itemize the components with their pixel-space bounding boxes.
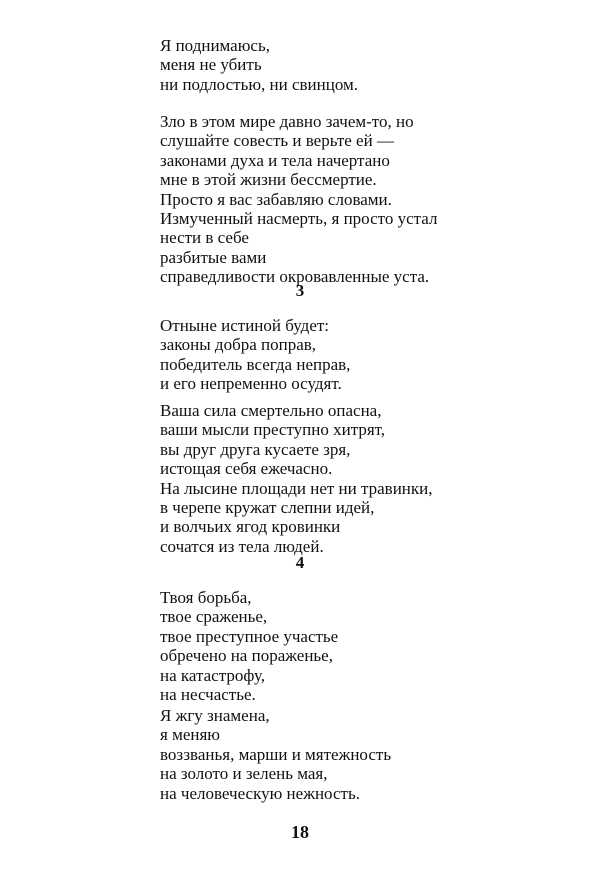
verse-line: меня не убить <box>160 55 262 75</box>
verse-line: законы добра поправ, <box>160 335 317 355</box>
verse-line: нести в себе <box>160 228 249 248</box>
verse-line: вы друг друга кусаете зря, <box>160 439 351 459</box>
verse-line: Зло в этом мире давно зачем-то, но <box>160 112 414 131</box>
page-number: 18 <box>291 822 309 842</box>
verse-line: в черепе кружат слепни идей, <box>160 498 375 518</box>
verse-line: Отныне истиной будет: <box>160 316 330 335</box>
verse-line: ваши мысли преступно хитрят, <box>160 420 386 440</box>
verse-line: истощая себя ежечасно. <box>160 459 333 479</box>
verse-line: Я поднимаюсь, <box>160 36 270 55</box>
verse-line: справедливости окровавленные уста. <box>160 267 430 287</box>
verse-line: и его непременно осудят. <box>160 374 342 394</box>
stanza <box>160 36 358 94</box>
verse-line: победитель всегда неправ, <box>160 354 351 374</box>
stanza <box>160 706 391 803</box>
section-heading: 3 <box>295 281 305 300</box>
verse-line: Ваша сила смертельно опасна, <box>160 401 382 420</box>
verse-line: на человеческую нежность. <box>160 783 360 803</box>
verse-line: я меняю <box>160 725 220 745</box>
verse-line: на золото и зелень мая, <box>160 764 328 784</box>
verse-line: твое преступное участье <box>160 626 339 646</box>
verse-line: Просто я вас забавляю словами. <box>160 189 392 209</box>
verse-line: Я жгу знамена, <box>160 706 270 725</box>
verse-line: воззванья, марши и мятежность <box>160 744 392 764</box>
verse-line: На лысине площади нет ни травинки, <box>160 478 433 498</box>
stanza <box>160 316 350 394</box>
stanza <box>160 401 433 556</box>
verse-line: ни подлостью, ни свинцом. <box>160 74 359 94</box>
stanza <box>160 588 338 704</box>
verse-line: слушайте совесть и верьте ей — <box>160 131 394 151</box>
verse-line: сочатся из тела людей. <box>160 536 324 556</box>
verse-line: на катастрофу, <box>160 665 266 685</box>
verse-line: разбитые вами <box>160 247 267 267</box>
verse-line: и волчьих ягод кровинки <box>160 517 341 537</box>
verse-line: мне в этой жизни бессмертие. <box>160 170 377 190</box>
section-heading: 4 <box>295 553 305 572</box>
verse-line: Измученный насмерть, я просто устал <box>160 209 438 229</box>
verse-line: законами духа и тела начертано <box>160 150 390 170</box>
stanza <box>160 112 437 287</box>
verse-line: твое сраженье, <box>160 607 268 627</box>
verse-line: на несчастье. <box>160 685 256 705</box>
verse-line: обречено на пораженье, <box>160 646 333 666</box>
verse-line: Твоя борьба, <box>160 588 252 607</box>
